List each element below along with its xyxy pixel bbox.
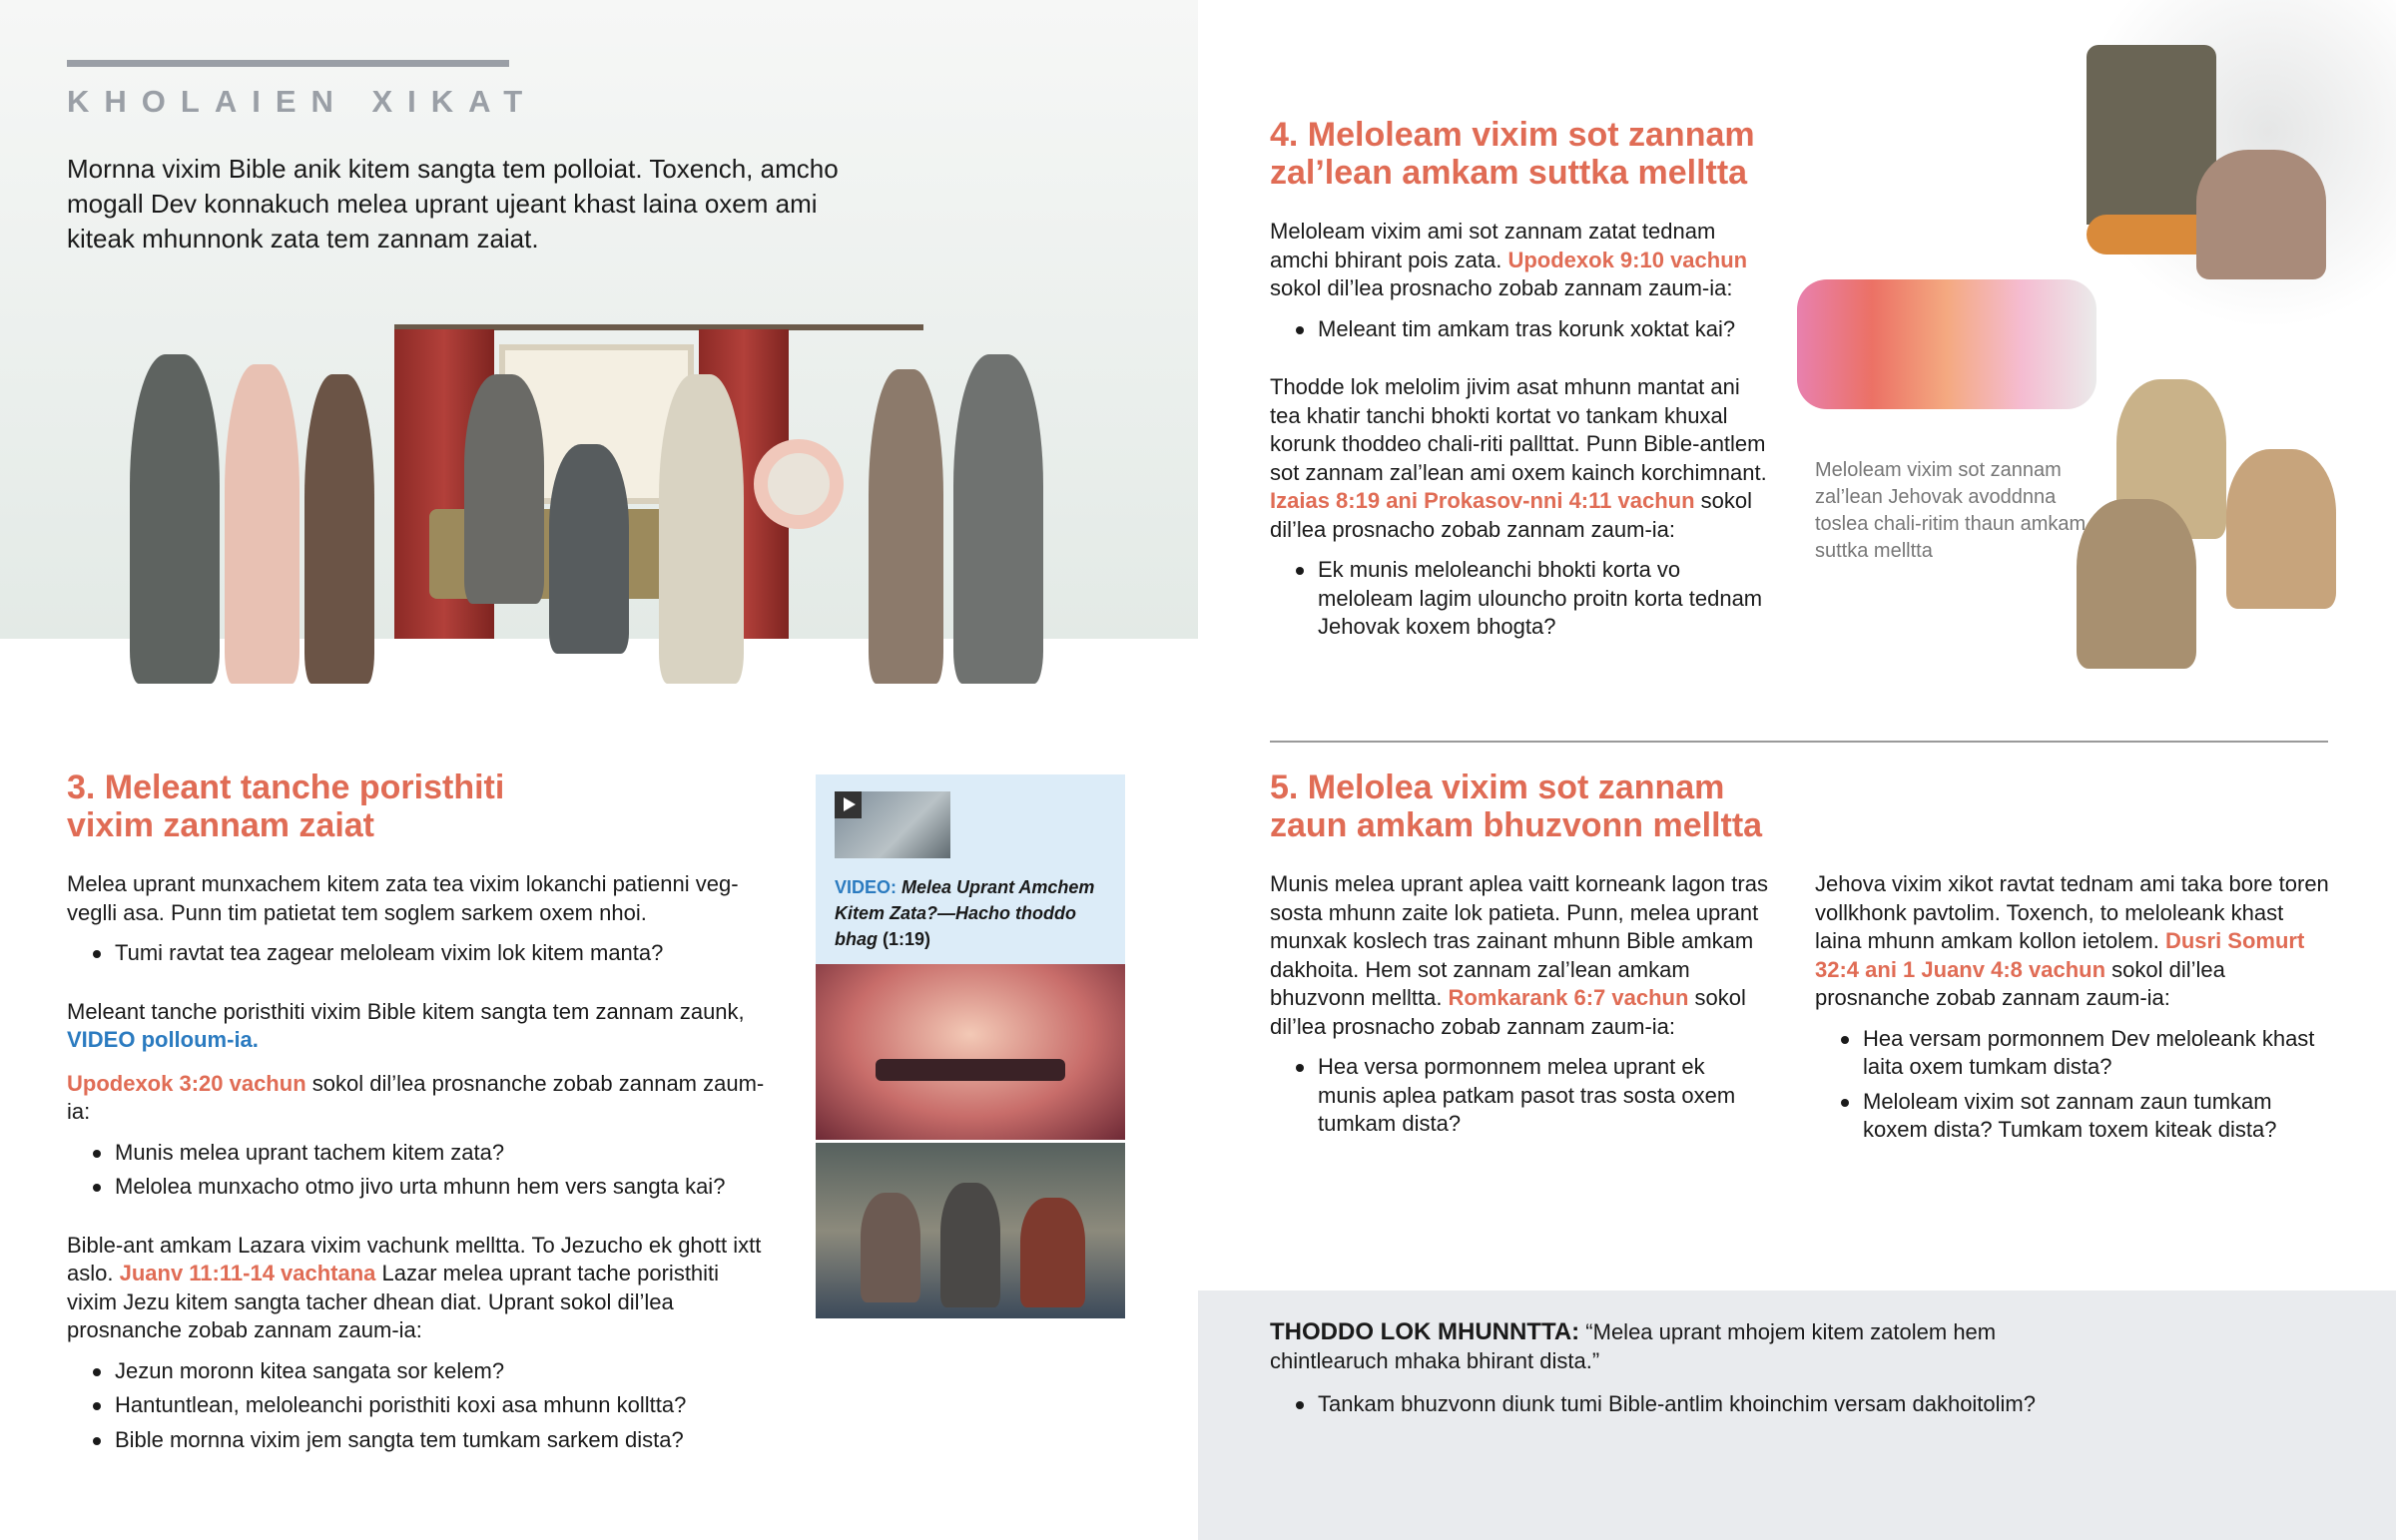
section-3-paragraph: Bible-ant amkam Lazara vixim vachunk melltta. To Jezucho ek ghott ixtt aslo. Juanv 11:11-14 vachtana Lazar melea uprant tache poristhiti vixim Jezu kitem sangta tacher dhean diat. Uprant sokol dil’lea prosnanche zobab zannam zaum-ia: — [67, 1232, 762, 1342]
scripture-link[interactable]: Upodexok 3:20 vachun — [67, 1070, 306, 1096]
header-rule — [67, 60, 509, 67]
list-item: Melolea munxacho otmo jivo urta mhunn hem vers sangta kai? — [67, 1173, 766, 1202]
list-item: Meloleam vixim sot zannam zaun tumkam koxem dista? Tumkam toxem kiteak dista? — [1815, 1088, 2334, 1145]
summary-questions — [1270, 1390, 2268, 1425]
summary-box — [1198, 1290, 2396, 1540]
scripture-link[interactable]: Romkarank 6:7 vachun — [1448, 985, 1689, 1010]
section-4-body — [1270, 218, 1769, 648]
section-5-questions-1 — [1270, 1053, 1769, 1139]
scripture-link[interactable]: Juanv 11:11-14 vachtana — [119, 1261, 376, 1285]
list-item: Tumi ravtat tea zagear meloleam vixim lok kitem manta? — [67, 939, 766, 968]
summary-quote: THODDO LOK MHUNNTTA: “Melea uprant mhojem kitem zatolem hem chintlearuch mhaka bhirant dista.” — [1270, 1318, 1997, 1373]
video-card[interactable] — [816, 774, 1125, 964]
waiting-room-image — [816, 1143, 1125, 1318]
section-4-paragraph: Meloleam vixim ami sot zannam zatat tednam amchi bhirant pois zata. Upodexok 9:10 vachun sokol dil’lea prosnacho zobab zannam zaum-ia: — [1270, 219, 1748, 300]
video-link[interactable]: VIDEO polloum-ia. — [67, 1027, 259, 1052]
list-item: Ek munis meloleanchi bhokti korta vo meloleam lagim ulouncho proitn korta tednam Jehovak koxem bhogta? — [1270, 556, 1769, 642]
ancestral-rites-illustration — [1797, 0, 2396, 689]
video-caption: VIDEO: Melea Uprant Amchem Kitem Zata?—Hacho thoddo bhag (1:19) — [835, 877, 1095, 949]
scripture-link[interactable]: Izaias 8:19 ani Prokasov-nni 4:11 vachun — [1270, 488, 1695, 513]
section-4-paragraph: Thodde lok melolim jivim asat mhunn mantat ani tea khatir tanchi bhokti kortat vo tankam khuxal korunk thoddeo chali-riti pallttat. Punn Bible-antlem sot zannam zal’lean ami oxem kainch korchimnant. Izaias 8:19 ani Prokasov-nni 4:11 vachun sokol dil’lea prosnacho zobab zannam zaum-ia: — [1270, 374, 1767, 542]
list-item: Jezun moronn kitea sangata sor kelem? — [67, 1357, 766, 1386]
scripture-link[interactable]: Upodexok 9:10 vachun — [1507, 247, 1748, 272]
list-item: Hea versam pormonnem Dev meloleank khast laita oxem tumkam dista? — [1815, 1025, 2334, 1082]
section-5-questions-2 — [1815, 1025, 2334, 1145]
kicker: KHOLAIEN XIKAT — [67, 84, 538, 119]
section-3-paragraph: Meleant tanche poristhiti vixim Bible kitem sangta tem zannam zaunk, VIDEO polloum-ia. — [67, 998, 745, 1052]
section-3-questions-2 — [67, 1139, 766, 1202]
section-3-questions-1 — [67, 939, 766, 968]
list-item: Bible mornna vixim jem sangta tem tumkam sarkem dista? — [67, 1426, 766, 1455]
section-3-paragraph: Melea uprant munxachem kitem zata tea vixim lokanchi patienni veg-veglli asa. Punn tim patietat tem soglem sarkem oxem nhoi. — [67, 871, 739, 925]
scripture-link[interactable]: Dusri Somurt 32:4 ani 1 Juanv 4:8 vachun — [1815, 928, 2305, 982]
image-caption: Meloleam vixim sot zannam zal’lean Jehovak avoddnna toslea chali-ritim thaun amkam suttka melltta — [1815, 459, 2087, 562]
list-item: Munis melea uprant tachem kitem zata? — [67, 1139, 766, 1168]
section-5-column-2 — [1815, 870, 2334, 1151]
list-item: Meleant tim amkam tras korunk xoktat kai? — [1270, 315, 1769, 344]
list-item: Hantuntlean, meloleanchi poristhiti koxi asa mhunn kolltta? — [67, 1391, 766, 1420]
section-5-column-1 — [1270, 870, 1769, 1145]
play-icon[interactable] — [835, 791, 862, 818]
section-3-title: 3. Meleant tanche poristhiti vixim zannam zaiat — [67, 769, 505, 844]
hospital-bed-image — [816, 964, 1125, 1140]
intro-text: Mornna vixim Bible anik kitem sangta tem polloiat. Toxench, amcho mogall Dev konnakuch melea uprant ujeant khast laina oxem ami kiteak mhunnonk zata tem zannam zaiat. — [67, 154, 839, 254]
list-item: Tankam bhuzvonn diunk tumi Bible-antlim khoinchim versam dakhoitolim? — [1270, 1390, 2268, 1419]
video-thumbnail[interactable] — [835, 791, 950, 858]
list-item: Hea versa pormonnem melea uprant ek munis aplea patkam pasot tras sosta oxem tumkam dista? — [1270, 1053, 1769, 1139]
section-4-questions-1 — [1270, 315, 1769, 344]
funeral-illustration — [120, 314, 1078, 704]
section-3-paragraph: Upodexok 3:20 vachun sokol dil’lea prosnanche zobab zannam zaum-ia: — [67, 1070, 765, 1124]
section-divider — [1270, 741, 2328, 743]
section-5-title: 5. Melolea vixim sot zannam zaun amkam bhuzvonn melltta — [1270, 769, 1763, 844]
section-5-paragraph: Munis melea uprant aplea vaitt korneank lagon tras sosta mhunn zaite lok patieta. Punn, melea uprant munxak koslech tras zainant mhunn Bible amkam dakhoita. Hem sot zannam zal’lean amkam bhuzvonn melltta. Romkarank 6:7 vachun sokol dil’lea prosnacho zobab zannam zaum-ia: — [1270, 871, 1768, 1039]
section-4-questions-2 — [1270, 556, 1769, 642]
section-4-title: 4. Meloleam vixim sot zannam zal’lean amkam suttka melltta — [1270, 116, 1755, 192]
section-3-body — [67, 870, 766, 1460]
section-3-questions-3 — [67, 1357, 766, 1455]
section-5-paragraph: Jehova vixim xikot ravtat tednam ami taka bore toren vollkhonk pavtolim. Toxench, to meloleank khast laina mhunn amkam kollon ietolem. Dusri Somurt 32:4 ani 1 Juanv 4:8 vachun sokol dil’lea prosnanche zobab zannam zaum-ia: — [1815, 871, 2329, 1010]
